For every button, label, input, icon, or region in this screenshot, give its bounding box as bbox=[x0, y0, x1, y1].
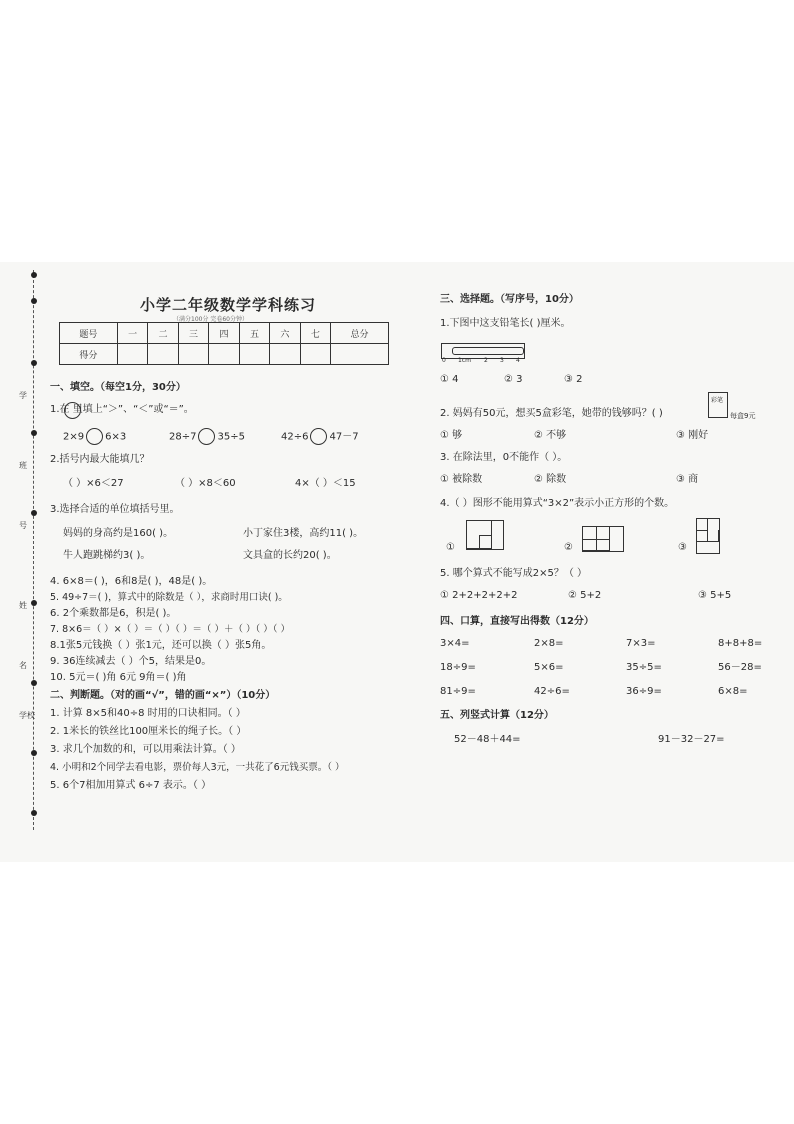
binding-label: 学 bbox=[19, 391, 27, 400]
choice-5-option-b: ② 5+2 bbox=[568, 590, 602, 601]
compare-circle bbox=[64, 402, 81, 419]
ruler-tick: 2 bbox=[484, 357, 488, 364]
section-2-heading: 二、判断题。（对的画“√”，错的画“×”）（10分） bbox=[50, 690, 276, 701]
oral-item: 35÷5= bbox=[626, 662, 662, 673]
score-blank[interactable] bbox=[117, 344, 147, 365]
oral-item: 6×8= bbox=[718, 686, 748, 697]
choice-4-option-a: ① bbox=[446, 542, 455, 553]
expr-left: 28÷7 bbox=[169, 431, 197, 443]
score-cell: 五 bbox=[239, 323, 269, 344]
section-3-heading: 三、选择题。（写序号，10分） bbox=[440, 294, 579, 305]
grid-figure-b bbox=[582, 526, 624, 552]
score-blank[interactable] bbox=[178, 344, 208, 365]
q3d: 文具盒的长约20( )。 bbox=[243, 550, 337, 561]
judge-3: 3. 求几个加数的和，可以用乘法计算。（ ） bbox=[50, 744, 241, 755]
binding-label: 班 bbox=[19, 461, 27, 470]
choice-5-option-a: ① 2+2+2+2+2 bbox=[440, 590, 518, 601]
grid-cell bbox=[596, 539, 610, 551]
question-5: 5. 49÷7＝( )，算式中的除数是（ ），求商时用口诀( )。 bbox=[50, 592, 288, 603]
binding-label: 姓 bbox=[19, 601, 27, 610]
binding-label: 号 bbox=[19, 521, 27, 530]
crayon-price: 每盒9元 bbox=[730, 412, 756, 420]
binding-line bbox=[33, 270, 34, 830]
score-cell: 六 bbox=[270, 323, 300, 344]
oral-item: 3×4= bbox=[440, 638, 470, 649]
oral-item: 81÷9= bbox=[440, 686, 476, 697]
page-subtitle: （满分100分 完卷60分钟） bbox=[173, 316, 248, 323]
question-1: 1.在 里填上“＞”、“＜”或“＝”。 bbox=[50, 404, 194, 415]
vertical-calc-2: 91－32－27= bbox=[658, 734, 725, 745]
oral-item: 18÷9= bbox=[440, 662, 476, 673]
choice-2-option-a: ① 够 bbox=[440, 430, 463, 441]
expr-left: 2×9 bbox=[63, 431, 85, 443]
q1a-expr bbox=[63, 428, 126, 445]
binding-label: 名 bbox=[19, 661, 27, 670]
question-4: 4. 6×8＝( )，6和8是( )，48是( )。 bbox=[50, 576, 213, 587]
binding-hole bbox=[31, 510, 37, 516]
choice-1: 1.下图中这支铅笔长( )厘米。 bbox=[440, 318, 571, 329]
choice-2-option-b: ② 不够 bbox=[534, 430, 567, 441]
binding-hole bbox=[31, 298, 37, 304]
score-cell: 七 bbox=[300, 323, 330, 344]
grid-figure-c bbox=[696, 518, 720, 554]
binding-hole bbox=[31, 680, 37, 686]
question-8: 8.1张5元钱换（ ）张1元，还可以换（ ）张5角。 bbox=[50, 640, 272, 651]
score-blank[interactable] bbox=[270, 344, 300, 365]
score-cell: 四 bbox=[209, 323, 239, 344]
score-header-row bbox=[60, 323, 389, 344]
question-6: 6. 2个乘数都是6，积是( )。 bbox=[50, 608, 177, 619]
question-3: 3.选择合适的单位填括号里。 bbox=[50, 504, 180, 515]
judge-4: 4. 小明和2个同学去看电影，票价每人3元，一共花了6元钱买票。（ ） bbox=[50, 762, 345, 773]
binding-hole bbox=[31, 272, 37, 278]
section-4-heading: 四、口算，直接写出得数（12分） bbox=[440, 616, 594, 627]
expr-left: 42÷6 bbox=[281, 431, 309, 443]
score-cell: 一 bbox=[117, 323, 147, 344]
q2a: （ ）×6＜27 bbox=[63, 478, 124, 489]
q3c: 牛人跑跳梯约3( )。 bbox=[63, 550, 151, 561]
oral-item: 42÷6= bbox=[534, 686, 570, 697]
expr-right: 6×3 bbox=[105, 431, 127, 443]
oral-item: 8+8+8= bbox=[718, 638, 763, 649]
binding-hole bbox=[31, 600, 37, 606]
binding-label: 学校 bbox=[19, 711, 35, 720]
oral-item: 2×8= bbox=[534, 638, 564, 649]
grid-cell bbox=[479, 521, 492, 536]
score-cell: 三 bbox=[178, 323, 208, 344]
choice-4-option-b: ② bbox=[564, 542, 573, 553]
question-10: 10. 5元＝( )角 6元 9角＝( )角 bbox=[50, 672, 187, 683]
compare-circle[interactable] bbox=[198, 428, 215, 445]
grid-cell bbox=[707, 530, 719, 542]
score-blank[interactable] bbox=[148, 344, 178, 365]
judge-5: 5. 6个7相加用算式 6÷7 表示。（ ） bbox=[50, 780, 212, 791]
question-2: 2.括号内最大能填几？ bbox=[50, 454, 150, 465]
binding-hole bbox=[31, 750, 37, 756]
judge-1: 1. 计算 8×5和40÷8 时用的口诀相同。（ ） bbox=[50, 708, 246, 719]
question-9: 9. 36连续减去（ ）个5，结果是0。 bbox=[50, 656, 212, 667]
oral-item: 36÷9= bbox=[626, 686, 662, 697]
ruler-image bbox=[441, 343, 525, 364]
ruler-tick: 4 bbox=[516, 357, 520, 364]
section-1-heading: 一、填空。（每空1分，30分） bbox=[50, 382, 186, 393]
score-blank[interactable] bbox=[331, 344, 389, 365]
q3a: 妈妈的身高约是160( )。 bbox=[63, 528, 174, 539]
vertical-calc-1: 52－48＋44= bbox=[454, 734, 521, 745]
q3b: 小丁家住3楼，高约11( )。 bbox=[243, 528, 364, 539]
choice-2-option-c: ③ 刚好 bbox=[676, 430, 709, 441]
q1c-expr bbox=[281, 428, 359, 445]
section-5-heading: 五、列竖式计算（12分） bbox=[440, 710, 554, 721]
choice-1-option-c: ③ 2 bbox=[564, 374, 583, 385]
compare-circle[interactable] bbox=[86, 428, 103, 445]
choice-4: 4.（ ）图形不能用算式“3×2”表示小正方形的个数。 bbox=[440, 498, 675, 509]
choice-5: 5. 哪个算式不能写成2×5？（ ） bbox=[440, 568, 588, 579]
right-page bbox=[438, 288, 778, 848]
pencil-icon bbox=[452, 347, 524, 355]
crayon-box-icon bbox=[708, 392, 728, 418]
q1b-expr bbox=[169, 428, 245, 445]
compare-circle[interactable] bbox=[310, 428, 327, 445]
choice-1-option-a: ① 4 bbox=[440, 374, 459, 385]
oral-item: 7×3= bbox=[626, 638, 656, 649]
left-page bbox=[45, 288, 405, 848]
choice-1-option-b: ② 3 bbox=[504, 374, 523, 385]
score-value-row bbox=[60, 344, 389, 365]
binding-hole bbox=[31, 810, 37, 816]
grid-figure-a bbox=[466, 520, 504, 550]
score-blank[interactable] bbox=[300, 344, 330, 365]
question-7: 7. 8×6＝（ ）×（ ）＝（ ）（ ）＝（ ）＋（ ）（ ）（ ） bbox=[50, 624, 291, 635]
ruler-tick: 0 bbox=[442, 357, 446, 364]
score-cell: 总分 bbox=[331, 323, 389, 344]
oral-item: 5×6= bbox=[534, 662, 564, 673]
binding-hole bbox=[31, 360, 37, 366]
score-cell: 题号 bbox=[60, 323, 118, 344]
score-table bbox=[59, 322, 389, 365]
choice-5-option-c: ③ 5+5 bbox=[698, 590, 732, 601]
grid-cell bbox=[583, 539, 597, 551]
q2b: （ ）×8＜60 bbox=[175, 478, 236, 489]
q2c: 4×（ ）＜15 bbox=[295, 478, 356, 489]
score-blank[interactable] bbox=[209, 344, 239, 365]
oral-item: 56－28= bbox=[718, 662, 762, 673]
choice-4-option-c: ③ bbox=[678, 542, 687, 553]
score-cell: 二 bbox=[148, 323, 178, 344]
choice-3-option-b: ② 除数 bbox=[534, 474, 567, 485]
expr-right: 35÷5 bbox=[217, 431, 245, 443]
grid-cell bbox=[479, 535, 492, 549]
ruler-tick: 3 bbox=[500, 357, 504, 364]
score-cell: 得分 bbox=[60, 344, 118, 365]
judge-2: 2. 1米长的铁丝比100厘米长的绳子长。（ ） bbox=[50, 726, 247, 737]
binding-margin bbox=[15, 270, 41, 830]
choice-2: 2. 妈妈有50元，想买5盒彩笔，她带的钱够吗？( ) bbox=[440, 408, 663, 419]
binding-hole bbox=[31, 430, 37, 436]
choice-3-option-c: ③ 商 bbox=[676, 474, 699, 485]
choice-3-option-a: ① 被除数 bbox=[440, 474, 483, 485]
crayon-box-label: 彩笔 bbox=[711, 397, 724, 404]
choice-3: 3. 在除法里，0不能作（ ）。 bbox=[440, 452, 568, 463]
score-blank[interactable] bbox=[239, 344, 269, 365]
expr-right: 47－7 bbox=[329, 431, 359, 443]
ruler-tick: 1cm bbox=[458, 357, 471, 364]
page-title: 小学二年级数学学科练习 bbox=[140, 296, 317, 314]
